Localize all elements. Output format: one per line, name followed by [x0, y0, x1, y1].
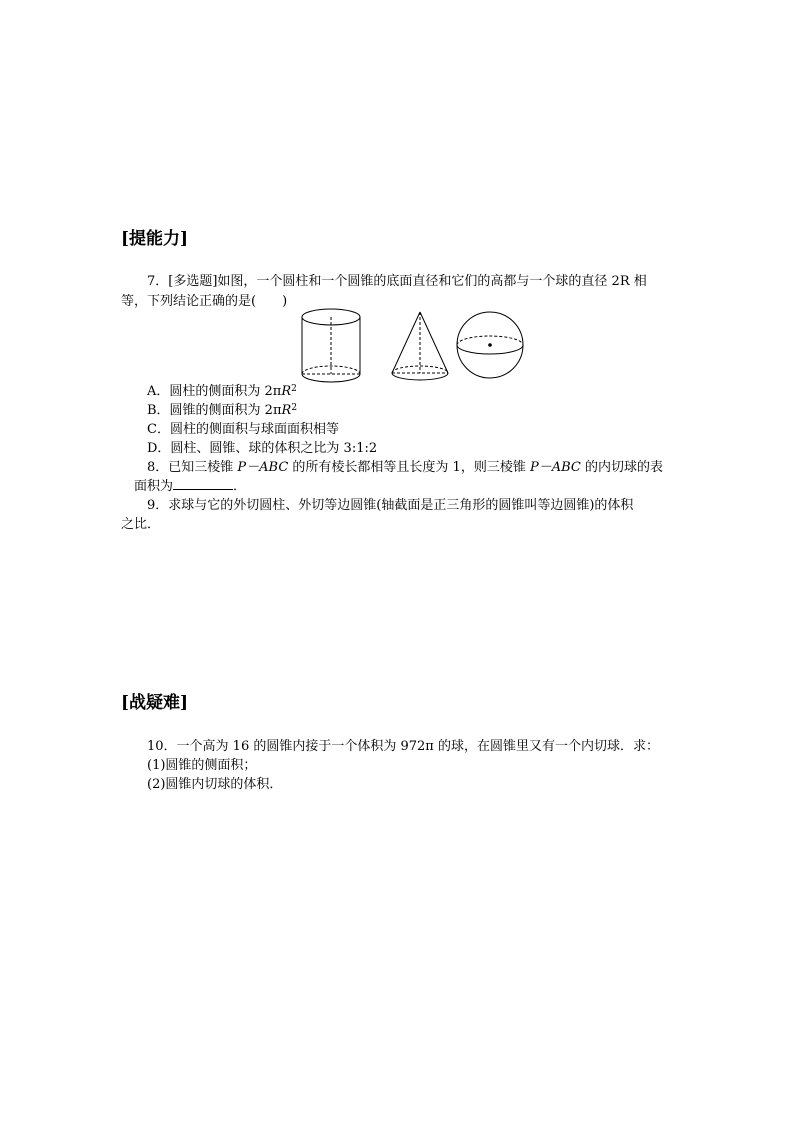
q10-subq-1: (1)圆锥的侧面积；: [147, 758, 257, 773]
q7-option-b: B．圆锥的侧面积为 $2\pi R^2$: [147, 403, 298, 418]
answer-blank[interactable]: [173, 477, 233, 490]
q7-stem-line2: 等，下列结论正确的是( ): [121, 294, 288, 309]
q8-stem-line1: 8．已知三棱锥 P－ABC 的所有棱长都相等且长度为 1，则三棱锥 P－ABC 的内切球的表: [147, 460, 663, 475]
q9-stem-line1: 9．求球与它的外切圆柱、外切等边圆锥(轴截面是正三角形的圆锥叫等边圆锥)的体积: [147, 498, 634, 513]
q10-stem-line1: 10．一个高为 16 的圆锥内接于一个体积为 972π 的球，在圆锥里又有一个内切球．求：: [147, 739, 659, 754]
q7-option-d: D．圆柱、圆锥、球的体积之比为 3:1:2: [147, 441, 378, 456]
q7-option-c: C．圆柱的侧面积与球面面积相等: [147, 422, 339, 437]
q7-stem-line1: 7．[多选题]如图，一个圆柱和一个圆锥的底面直径和它们的高都与一个球的直径 2R 相: [147, 274, 647, 289]
sphere-center-dot: [488, 343, 492, 347]
q7-option-a: A．圆柱的侧面积为 $2\pi R^2$: [147, 384, 297, 399]
q10-subq-2: (2)圆锥内切球的体积．: [147, 777, 283, 792]
cone-figure: [392, 312, 448, 380]
q9-stem-line2: 之比．: [121, 517, 161, 532]
q8-stem-line2: 面积为 ．: [134, 479, 247, 494]
section-heading-difficulty: [战疑难]: [121, 693, 189, 713]
section-heading-ability: [提能力]: [121, 229, 189, 249]
cylinder-figure: [302, 309, 360, 382]
